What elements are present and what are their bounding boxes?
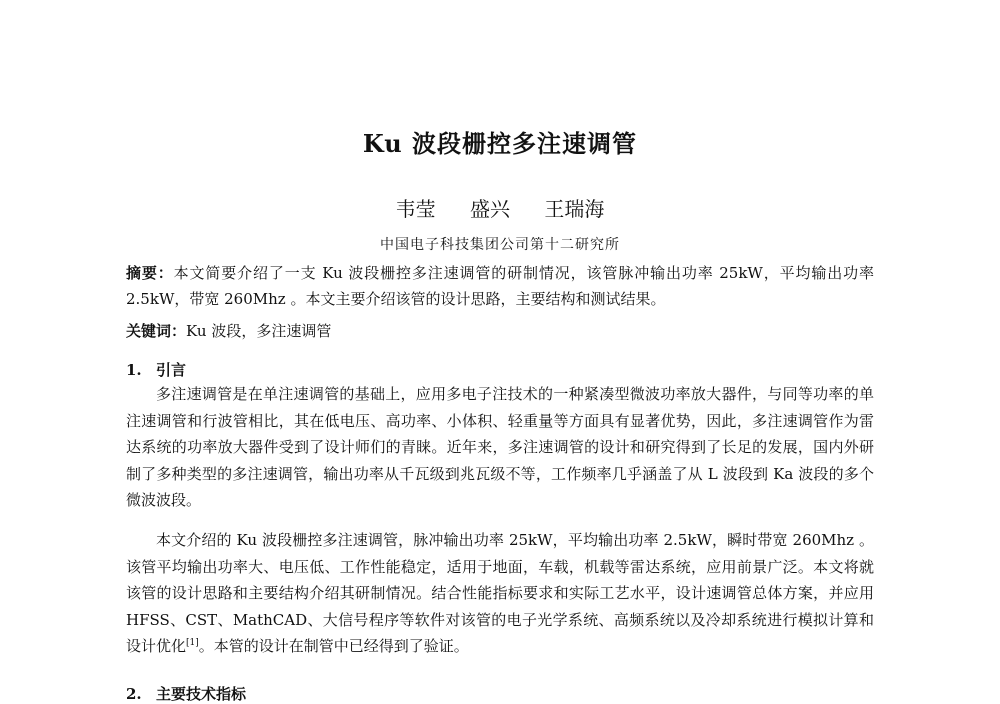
- intro-paragraph-1: 多注速调管是在单注速调管的基础上，应用多电子注技术的一种紧凑型微波功率放大器件，与同等功率的单注速调管和行波管相比，其在低电压、高功率、小体积、轻重量等方面具有显著优势，因此，多注速调管作为雷达系统的功率放大器件受到了设计师们的青睐。近年来，多注速调管的设计和研究得到了长足的发展，国内外研制了多种类型的多注速调管，输出功率从千瓦级到兆瓦级不等，工作频率几乎涵盖了从 L 波段到 Ka 波段的多个微波波段。: [126, 385, 874, 509]
- affiliation: 中国电子科技集团公司第十二研究所: [380, 237, 620, 253]
- keywords-text: Ku 波段，多注速调管: [186, 322, 332, 340]
- abstract-text: 本文简要介绍了一支 Ku 波段栅控多注速调管的研制情况，该管脉冲输出功率 25kW，平均输出功率 2.5kW，带宽 260Mhz 。本文主要介绍该管的设计思路，主要结构和测试结果。: [126, 264, 874, 308]
- author-list: [0, 193, 1000, 222]
- section-2-number: 2.: [126, 685, 142, 703]
- keywords-label: 关键词：: [126, 322, 187, 340]
- section-1-title: 引言: [156, 361, 187, 379]
- keywords: [126, 318, 874, 344]
- section-2-title: 主要技术指标: [156, 685, 247, 703]
- abstract: [126, 260, 874, 312]
- abstract-label: 摘要：: [126, 264, 174, 282]
- section-heading-introduction: [126, 359, 186, 380]
- paper-title: Ku 波段栅控多注速调管: [362, 129, 638, 158]
- section-heading-specs: [126, 683, 246, 704]
- author-2: 盛兴: [470, 197, 510, 221]
- author-3: 王瑞海: [544, 197, 605, 221]
- intro-paragraph-2-text: 本文介绍的 Ku 波段栅控多注速调管，脉冲输出功率 25kW，平均输出功率 2.5kW，瞬时带宽 260Mhz 。该管平均输出功率大、电压低、工作性能稳定，适用于地面，车载，机载等雷达系统，应用前景广泛。本文将就该管的设计思路和主要结构介绍其研制情况。结合性能指标要求和实际工艺水平，设计速调管总体方案，并应用 HFSS、CST、MathCAD、大信号程序等软件对该管的电子光学系统、高频系统以及冷却系统进行模拟计算和设计优化: [126, 531, 874, 655]
- intro-paragraph-2: [126, 527, 874, 660]
- author-1: 韦莹: [395, 197, 436, 221]
- intro-paragraph-2-tail: 。本管的设计在制管中已经得到了验证。: [198, 637, 469, 655]
- citation-ref-1: [1]: [186, 638, 199, 648]
- section-1-number: 1.: [126, 361, 142, 379]
